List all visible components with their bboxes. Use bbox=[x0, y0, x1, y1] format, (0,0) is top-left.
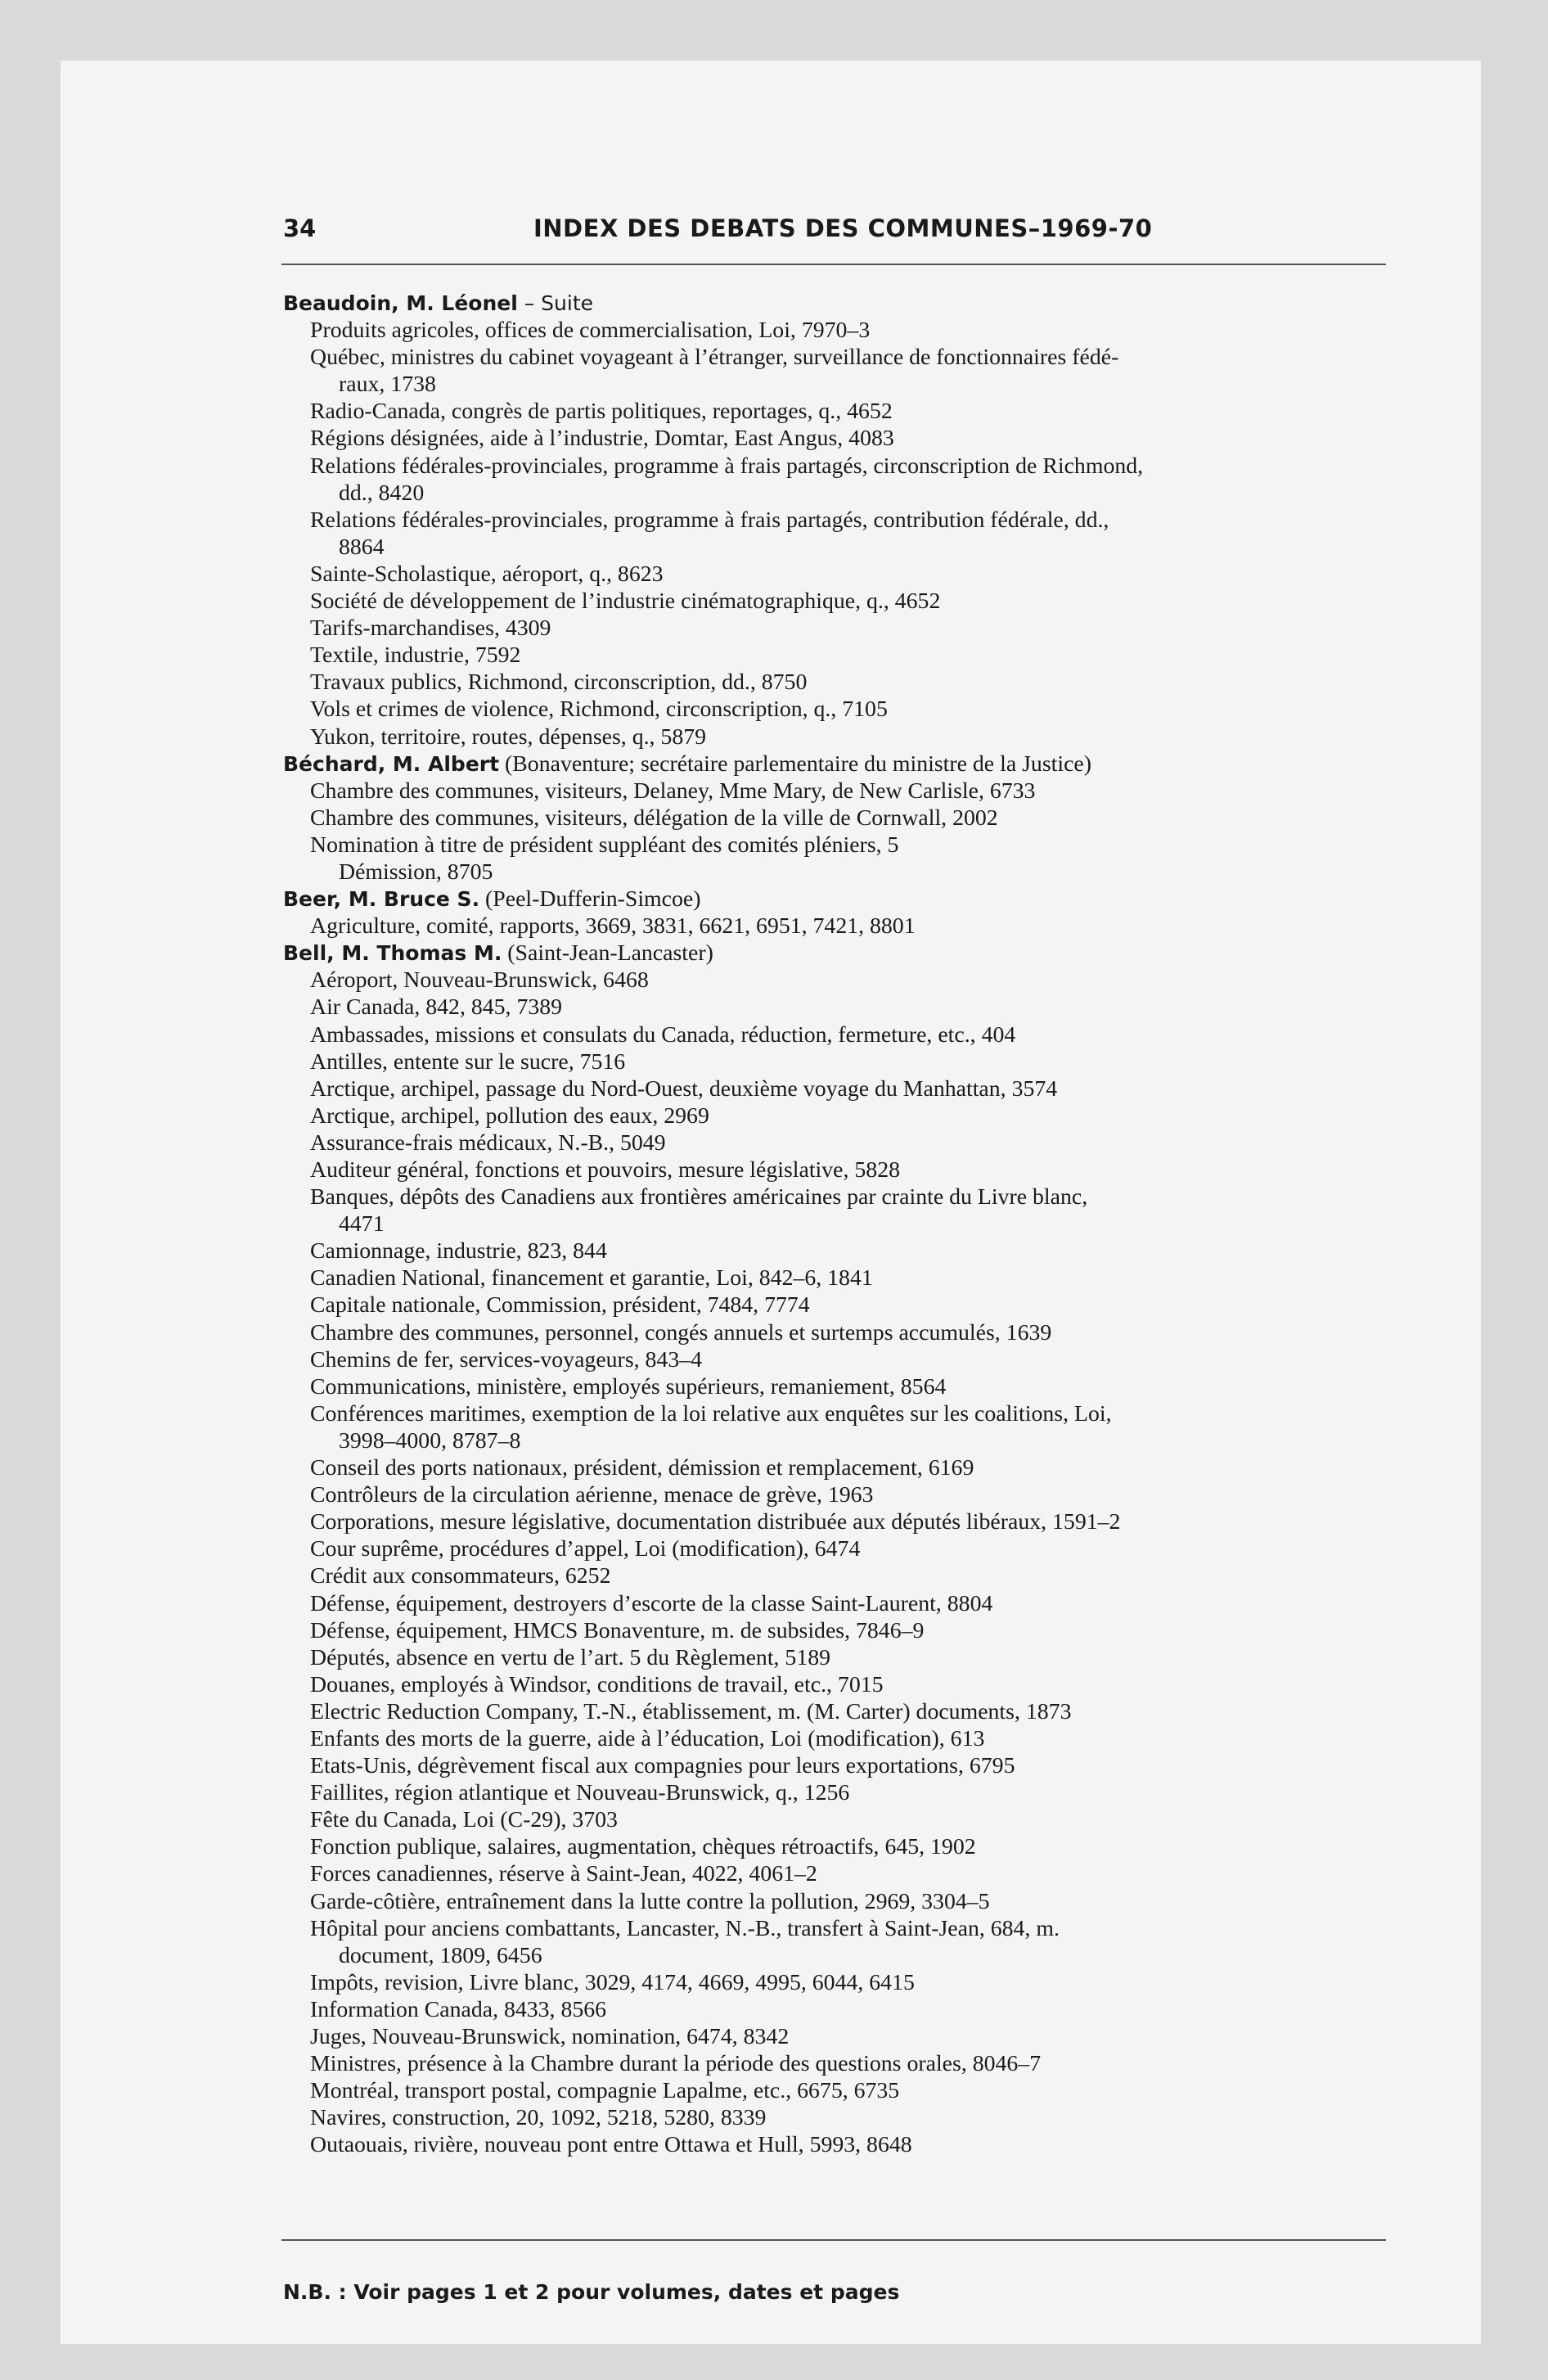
index-entry: Travaux publics, Richmond, circonscription, dd., 8750 bbox=[310, 669, 808, 696]
index-entry: Garde-côtière, entraînement dans la lutte contre la pollution, 2969, 3304–5 bbox=[310, 1888, 990, 1914]
index-entry: Textile, industrie, 7592 bbox=[310, 642, 521, 669]
index-entry: Electric Reduction Company, T.-N., établissement, m. (M. Carter) documents, 1873 bbox=[310, 1698, 1072, 1724]
member-riding: (Peel-Dufferin-Simcoe) bbox=[479, 886, 701, 913]
index-entry: Banques, dépôts des Canadiens aux frontières américaines par crainte du Livre blanc, bbox=[310, 1184, 1088, 1210]
member-heading bbox=[283, 940, 1396, 967]
member-riding: – Suite bbox=[517, 291, 594, 315]
index-entry: Ministres, présence à la Chambre durant la période des questions orales, 8046–7 bbox=[310, 2051, 1042, 2077]
index-entry: Juges, Nouveau-Brunswick, nomination, 6474, 8342 bbox=[310, 2024, 790, 2049]
index-entry: Relations fédérales-provinciales, programme à frais partagés, circonscription de Richmond, bbox=[310, 453, 1144, 479]
index-entry: Défense, équipement, HMCS Bonaventure, m. de subsides, 7846–9 bbox=[310, 1617, 925, 1643]
index-entry: Outaouais, rivière, nouveau pont entre Ottawa et Hull, 5993, 8648 bbox=[310, 2132, 912, 2158]
index-entry-continuation: dd., 8420 bbox=[339, 480, 425, 506]
member-name: Bell, M. Thomas M. bbox=[283, 941, 502, 966]
member-name: Beer, M. Bruce S. bbox=[283, 887, 480, 912]
index-entry: Ambassades, missions et consulats du Canada, réduction, fermeture, etc., 404 bbox=[310, 1021, 1016, 1048]
index-entry: Nomination à titre de président suppléant des comités pléniers, 5 bbox=[310, 832, 899, 858]
index-entry: Produits agricoles, offices de commercialisation, Loi, 7970–3 bbox=[310, 318, 871, 344]
index-entry: Crédit aux consommateurs, 6252 bbox=[310, 1563, 611, 1589]
index-entry: Information Canada, 8433, 8566 bbox=[310, 1996, 607, 2022]
index-entry: Montréal, transport postal, compagnie Lapalme, etc., 6675, 6735 bbox=[310, 2078, 900, 2104]
index-entry: Fonction publique, salaires, augmentation, chèques rétroactifs, 645, 1902 bbox=[310, 1834, 976, 1860]
index-entry: Vols et crimes de violence, Richmond, circonscription, q., 7105 bbox=[310, 696, 888, 723]
index-entry: Etats-Unis, dégrèvement fiscal aux compagnies pour leurs exportations, 6795 bbox=[310, 1753, 1015, 1779]
member-name: Beaudoin, M. Léonel bbox=[283, 291, 518, 315]
running-title: INDEX DES DEBATS DES COMMUNES–1969-70 bbox=[533, 214, 1153, 242]
index-entry: Canadien National, financement et garantie, Loi, 842–6, 1841 bbox=[310, 1265, 873, 1291]
footer-rule bbox=[281, 2239, 1386, 2241]
member-name: Béchard, M. Albert bbox=[283, 751, 500, 776]
index-entry: Chemins de fer, services-voyageurs, 843–4 bbox=[310, 1346, 703, 1373]
index-entry: Corporations, mesure législative, documentation distribuée aux députés libéraux, 1591–2 bbox=[310, 1509, 1121, 1535]
index-entry-continuation: document, 1809, 6456 bbox=[339, 1942, 542, 1968]
member-heading bbox=[283, 751, 1396, 778]
index-entry: Arctique, archipel, pollution des eaux, 2969 bbox=[310, 1102, 709, 1129]
index-entry: Fête du Canada, Loi (C-29), 3703 bbox=[310, 1807, 618, 1833]
index-entry: Chambre des communes, personnel, congés annuels et surtemps accumulés, 1639 bbox=[310, 1319, 1052, 1346]
index-entry: Impôts, revision, Livre blanc, 3029, 4174, 4669, 4995, 6044, 6415 bbox=[310, 1969, 915, 1995]
index-entry: Navires, construction, 20, 1092, 5218, 5280, 8339 bbox=[310, 2105, 767, 2131]
index-entry: Communications, ministère, employés supérieurs, remaniement, 8564 bbox=[310, 1373, 947, 1400]
index-entry: Contrôleurs de la circulation aérienne, menace de grève, 1963 bbox=[310, 1482, 874, 1508]
index-entry: Forces canadiennes, réserve à Saint-Jean, 4022, 4061–2 bbox=[310, 1861, 817, 1887]
index-entry: Douanes, employés à Windsor, conditions de travail, etc., 7015 bbox=[310, 1671, 884, 1697]
index-entry-continuation: 3998–4000, 8787–8 bbox=[339, 1427, 521, 1454]
index-entry: Régions désignées, aide à l’industrie, Domtar, East Angus, 4083 bbox=[310, 426, 894, 452]
index-entry: Chambre des communes, visiteurs, délégation de la ville de Cornwall, 2002 bbox=[310, 805, 998, 831]
index-entry-continuation: raux, 1738 bbox=[339, 372, 436, 398]
index-entry: Radio-Canada, congrès de partis politiques, reportages, q., 4652 bbox=[310, 399, 893, 425]
index-entry: Sainte-Scholastique, aéroport, q., 8623 bbox=[310, 561, 664, 587]
index-entry: Auditeur général, fonctions et pouvoirs, mesure législative, 5828 bbox=[310, 1157, 900, 1183]
footnote: N.B. : Voir pages 1 et 2 pour volumes, dates et pages bbox=[283, 2280, 900, 2304]
index-entry: Défense, équipement, destroyers d’escorte de la classe Saint-Laurent, 8804 bbox=[310, 1590, 993, 1616]
header-rule bbox=[281, 264, 1386, 265]
index-entry: Députés, absence en vertu de l’art. 5 du Règlement, 5189 bbox=[310, 1644, 831, 1670]
index-entry-continuation: 4471 bbox=[339, 1211, 385, 1237]
page-sheet bbox=[61, 61, 1481, 2344]
index-entry: Tarifs-marchandises, 4309 bbox=[310, 615, 551, 642]
page-number: 34 bbox=[283, 214, 317, 242]
index-entry: Conseil des ports nationaux, président, démission et remplacement, 6169 bbox=[310, 1455, 974, 1481]
index-entry-continuation: Démission, 8705 bbox=[339, 859, 493, 885]
index-entry: Yukon, territoire, routes, dépenses, q., 5879 bbox=[310, 723, 707, 750]
index-entry-continuation: 8864 bbox=[339, 534, 385, 560]
index-entry: Agriculture, comité, rapports, 3669, 3831, 6621, 6951, 7421, 8801 bbox=[310, 913, 916, 940]
index-entry: Camionnage, industrie, 823, 844 bbox=[310, 1238, 607, 1264]
index-entry: Enfants des morts de la guerre, aide à l’éducation, Loi (modification), 613 bbox=[310, 1725, 985, 1751]
index-entry: Arctique, archipel, passage du Nord-Ouest, deuxième voyage du Manhattan, 3574 bbox=[310, 1075, 1058, 1102]
index-entry: Relations fédérales-provinciales, programme à frais partagés, contribution fédérale, dd., bbox=[310, 507, 1109, 533]
member-riding: (Bonaventure; secrétaire parlementaire du ministre de la Justice) bbox=[499, 751, 1092, 777]
index-entry: Société de développement de l’industrie cinématographique, q., 4652 bbox=[310, 588, 941, 615]
member-riding: (Saint-Jean-Lancaster) bbox=[502, 940, 713, 967]
index-entry: Conférences maritimes, exemption de la loi relative aux enquêtes sur les coalitions, Loi, bbox=[310, 1400, 1112, 1427]
member-heading bbox=[283, 886, 1396, 913]
index-entry: Air Canada, 842, 845, 7389 bbox=[310, 994, 563, 1021]
index-entry: Assurance-frais médicaux, N.-B., 5049 bbox=[310, 1129, 666, 1156]
index-entry: Antilles, entente sur le sucre, 7516 bbox=[310, 1048, 626, 1075]
member-heading bbox=[283, 290, 1396, 317]
index-entry: Hôpital pour anciens combattants, Lancaster, N.-B., transfert à Saint-Jean, 684, m. bbox=[310, 1915, 1060, 1941]
index-entries bbox=[283, 290, 1396, 2158]
index-entry: Cour suprême, procédures d’appel, Loi (modification), 6474 bbox=[310, 1536, 861, 1562]
index-entry: Faillites, région atlantique et Nouveau-Brunswick, q., 1256 bbox=[310, 1780, 850, 1806]
index-entry: Capitale nationale, Commission, président, 7484, 7774 bbox=[310, 1292, 810, 1318]
index-entry: Québec, ministres du cabinet voyageant à l’étranger, surveillance de fonctionnaires fédé- bbox=[310, 345, 1119, 371]
index-entry: Chambre des communes, visiteurs, Delaney, Mme Mary, de New Carlisle, 6733 bbox=[310, 778, 1036, 804]
index-entry: Aéroport, Nouveau-Brunswick, 6468 bbox=[310, 967, 649, 994]
